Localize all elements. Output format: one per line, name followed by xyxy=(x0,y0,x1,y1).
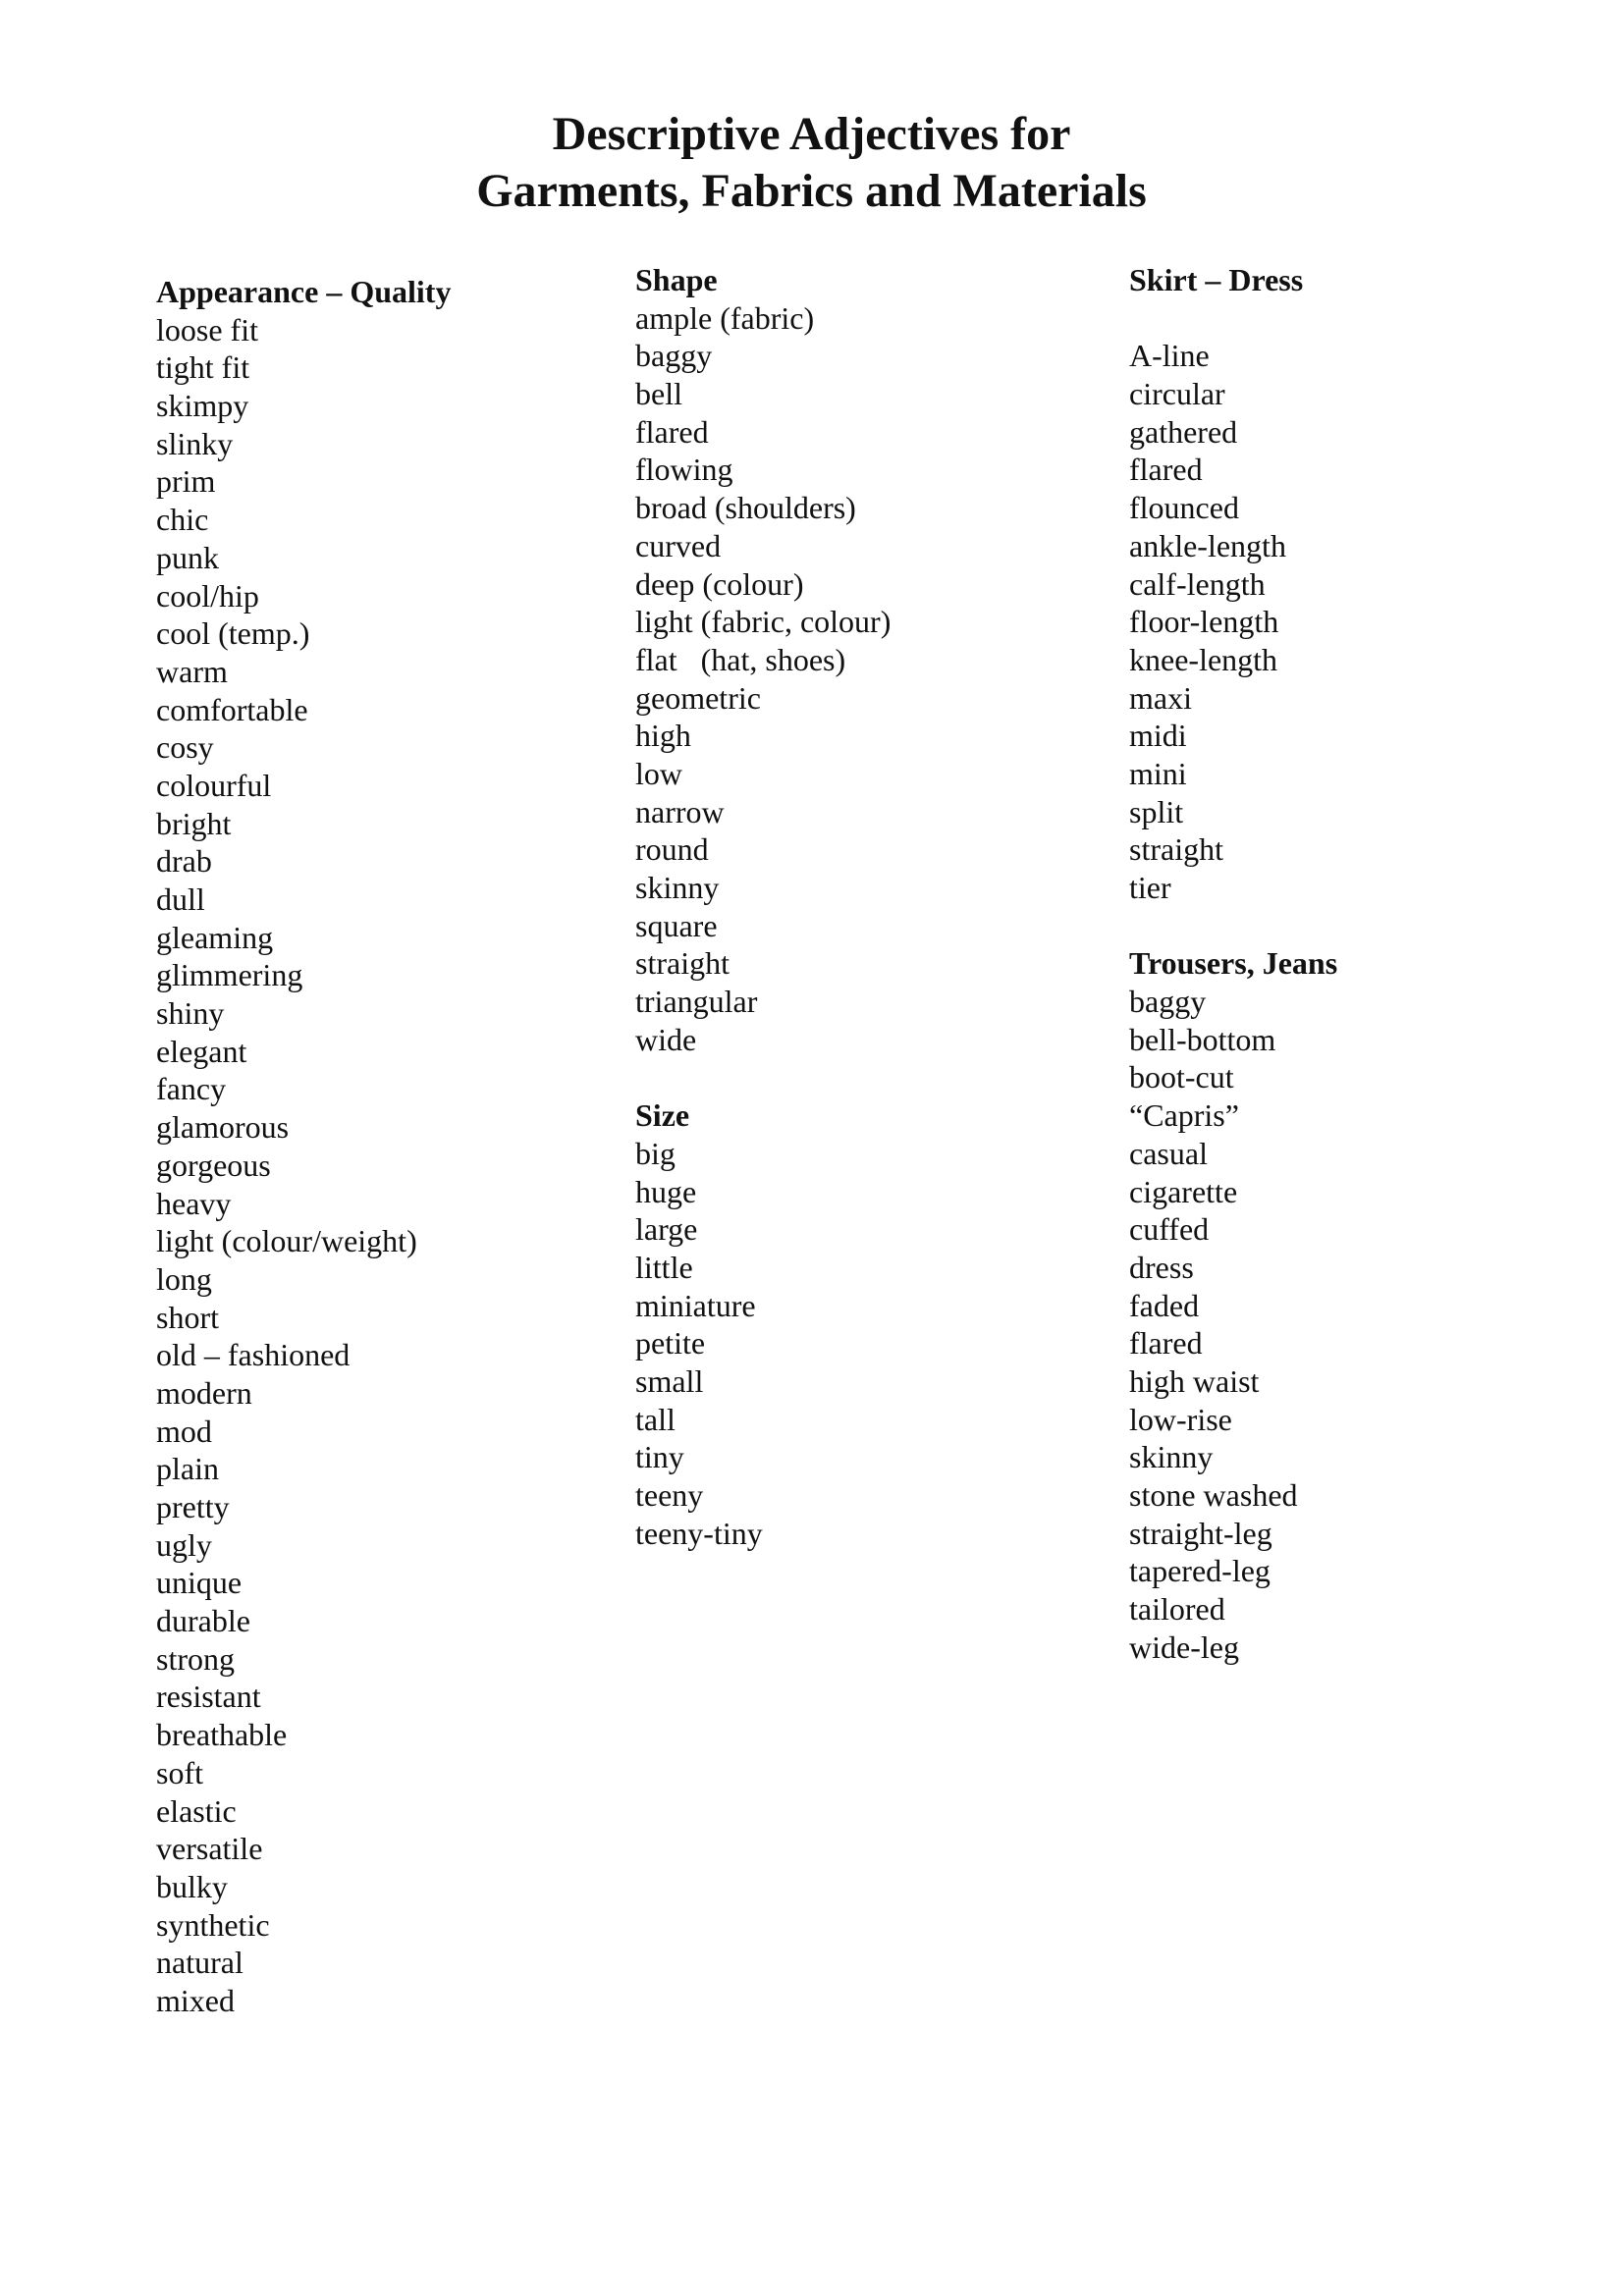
list-size xyxy=(635,1135,891,1553)
list-shape xyxy=(635,299,891,1059)
list-item: huge xyxy=(635,1173,697,1209)
list-item: versatile xyxy=(156,1831,263,1867)
list-item: loose fit xyxy=(156,311,258,347)
list-item: straight-leg xyxy=(1129,1515,1272,1551)
list-item: unique xyxy=(156,1565,243,1601)
list-item: geometric xyxy=(635,679,761,716)
section-spacer xyxy=(1129,907,1337,945)
list-item: flared xyxy=(1129,452,1203,488)
list-item: cuffed xyxy=(1129,1211,1210,1248)
list-item: straight xyxy=(635,945,730,982)
list-item: flared xyxy=(1129,1325,1203,1362)
list-item: old – fashioned xyxy=(156,1337,351,1373)
list-item: mixed xyxy=(156,1982,235,2018)
title-line-2: Garments, Fabrics and Materials xyxy=(476,165,1147,217)
list-item: flared xyxy=(635,413,709,450)
list-item: skinny xyxy=(635,870,720,905)
list-item: long xyxy=(156,1260,212,1297)
list-item: teeny-tiny xyxy=(635,1515,763,1551)
list-item: midi xyxy=(1129,718,1187,754)
list-item: A-line xyxy=(1129,338,1210,374)
list-item: elastic xyxy=(156,1792,237,1829)
list-item: gorgeous xyxy=(156,1147,271,1183)
list-item: triangular xyxy=(635,984,758,1020)
list-item: modern xyxy=(156,1374,252,1411)
list-item: narrow xyxy=(635,793,725,829)
list-item: glimmering xyxy=(156,957,303,993)
list-item: gleaming xyxy=(156,919,274,955)
list-item: chic xyxy=(156,502,209,538)
list-item: flat (hat, shoes) xyxy=(635,641,846,677)
list-item: wide xyxy=(635,1021,697,1057)
list-item: prim xyxy=(156,463,216,500)
list-item: split xyxy=(1129,793,1184,829)
list-item: low-rise xyxy=(1129,1401,1232,1437)
list-item: durable xyxy=(156,1603,250,1639)
section-heading-skirt-dress: Skirt – Dress xyxy=(1129,262,1304,297)
list-item: breathable xyxy=(156,1717,288,1753)
list-item: miniature xyxy=(635,1287,756,1323)
list-item: teeny xyxy=(635,1477,704,1513)
list-item: cosy xyxy=(156,729,214,766)
list-item: dress xyxy=(1129,1249,1194,1285)
list-item: little xyxy=(635,1249,693,1285)
list-item: big xyxy=(635,1135,676,1171)
list-item: stone washed xyxy=(1129,1477,1298,1513)
list-item: cigarette xyxy=(1129,1173,1238,1209)
list-item: tall xyxy=(635,1401,676,1437)
list-skirt-dress xyxy=(1129,337,1337,906)
title-line-1: Descriptive Adjectives for xyxy=(552,108,1071,160)
column-shape-size xyxy=(635,261,891,1552)
list-item: skimpy xyxy=(156,388,249,424)
list-item: low xyxy=(635,755,682,791)
list-item: casual xyxy=(1129,1135,1208,1171)
list-item: flounced xyxy=(1129,490,1239,526)
column-skirt-trousers xyxy=(1129,261,1337,1666)
list-item: high xyxy=(635,718,691,754)
list-item: square xyxy=(635,907,718,943)
section-spacer xyxy=(635,1058,891,1096)
list-item: curved xyxy=(635,527,722,563)
list-item: glamorous xyxy=(156,1109,290,1146)
list-item: petite xyxy=(635,1325,706,1362)
list-item: punk xyxy=(156,539,219,575)
list-item: light (colour/weight) xyxy=(156,1223,417,1259)
list-item: knee-length xyxy=(1129,641,1278,677)
list-appearance-quality xyxy=(156,311,451,2020)
list-item: heavy xyxy=(156,1185,232,1221)
list-item: gathered xyxy=(1129,413,1238,450)
list-item: plain xyxy=(156,1451,219,1487)
list-item: tight fit xyxy=(156,349,250,386)
list-item: ugly xyxy=(156,1526,212,1563)
list-item: shiny xyxy=(156,995,225,1032)
section-heading-appearance-quality: Appearance – Quality xyxy=(156,274,452,309)
list-item: baggy xyxy=(635,338,713,374)
list-item: bulky xyxy=(156,1868,228,1904)
list-item: ample (fabric) xyxy=(635,299,815,336)
list-item: light (fabric, colour) xyxy=(635,604,892,640)
list-item: natural xyxy=(156,1945,243,1981)
list-item: baggy xyxy=(1129,984,1207,1020)
list-item: cool/hip xyxy=(156,577,259,614)
list-item: bell xyxy=(635,376,682,412)
list-item: deep (colour) xyxy=(635,565,804,602)
section-spacer xyxy=(1129,299,1337,338)
page-title xyxy=(0,106,1623,220)
list-item: circular xyxy=(1129,376,1225,412)
list-item: tapered-leg xyxy=(1129,1553,1271,1589)
list-item: ankle-length xyxy=(1129,527,1286,563)
list-item: comfortable xyxy=(156,691,308,727)
list-item: skinny xyxy=(1129,1439,1214,1475)
list-item: calf-length xyxy=(1129,565,1266,602)
list-item: pretty xyxy=(156,1489,230,1524)
list-item: resistant xyxy=(156,1679,261,1715)
list-item: cool (temp.) xyxy=(156,615,310,652)
section-heading-shape: Shape xyxy=(635,262,718,297)
list-item: fancy xyxy=(156,1071,227,1107)
list-item: slinky xyxy=(156,425,234,461)
list-item: mod xyxy=(156,1413,212,1449)
list-item: tier xyxy=(1129,870,1171,905)
list-item: maxi xyxy=(1129,679,1192,716)
list-item: straight xyxy=(1129,831,1223,868)
list-item: boot-cut xyxy=(1129,1059,1234,1095)
list-item: broad (shoulders) xyxy=(635,490,856,526)
list-item: short xyxy=(156,1299,219,1335)
list-trousers-jeans xyxy=(1129,983,1337,1666)
list-item: mini xyxy=(1129,755,1187,791)
list-item: strong xyxy=(156,1640,235,1677)
list-item: “Capris” xyxy=(1129,1097,1239,1134)
list-item: large xyxy=(635,1211,698,1248)
list-item: floor-length xyxy=(1129,604,1279,640)
section-heading-trousers-jeans: Trousers, Jeans xyxy=(1129,945,1338,982)
section-heading-size: Size xyxy=(635,1097,690,1134)
list-item: bright xyxy=(156,805,232,841)
list-item: flowing xyxy=(635,452,733,488)
list-item: dull xyxy=(156,881,205,917)
list-item: tiny xyxy=(635,1439,684,1475)
list-item: faded xyxy=(1129,1287,1200,1323)
list-item: soft xyxy=(156,1754,203,1790)
list-item: high waist xyxy=(1129,1362,1260,1399)
list-item: round xyxy=(635,831,709,868)
list-item: small xyxy=(635,1362,704,1399)
list-item: colourful xyxy=(156,767,272,803)
list-item: wide-leg xyxy=(1129,1629,1239,1665)
list-item: elegant xyxy=(156,1033,247,1069)
list-item: bell-bottom xyxy=(1129,1021,1276,1057)
list-item: warm xyxy=(156,653,228,689)
list-item: drab xyxy=(156,843,212,880)
column-appearance-quality xyxy=(156,273,451,2020)
list-item: tailored xyxy=(1129,1591,1225,1628)
list-item: synthetic xyxy=(156,1906,270,1943)
